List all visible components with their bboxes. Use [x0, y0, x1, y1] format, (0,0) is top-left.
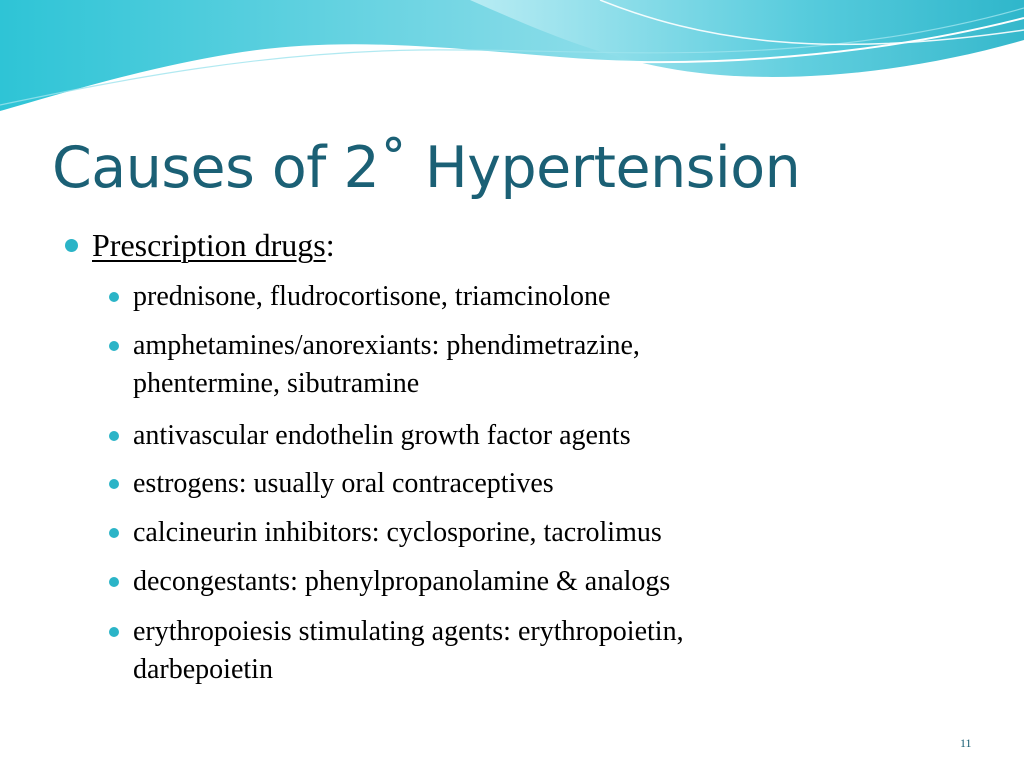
sub-bullet-item: [133, 327, 953, 403]
bullet-heading-suffix: :: [325, 227, 335, 263]
sub-bullet-item: [133, 514, 953, 552]
bullet-dot-icon: [109, 577, 119, 587]
sub-bullet-item: [133, 563, 953, 601]
sub-bullet-text: prednisone, fludrocortisone, triamcinolone: [133, 281, 611, 312]
sub-bullet-text: amphetamines/anorexiants: phendimetrazine,: [133, 330, 640, 361]
sub-bullet-text-continued: phentermine, sibutramine: [133, 368, 420, 399]
page-number: 11: [960, 736, 972, 750]
bullet-dot-icon: [109, 431, 119, 441]
bullet-dot-icon: [65, 239, 78, 252]
bullet-dot-icon: [109, 528, 119, 538]
sub-bullet-text-continued: darbepoietin: [133, 654, 273, 685]
sub-bullet-item: [133, 613, 953, 689]
sub-bullet-text: estrogens: usually oral contraceptives: [133, 468, 554, 499]
sub-bullet-text: calcineurin inhibitors: cyclosporine, tacrolimus: [133, 517, 662, 548]
sub-bullet-text: decongestants: phenylpropanolamine & analogs: [133, 566, 671, 597]
sub-bullet-text: erythropoiesis stimulating agents: erythropoietin,: [133, 616, 684, 647]
sub-bullet-item: [133, 465, 953, 503]
bullet-dot-icon: [109, 292, 119, 302]
sub-bullet-text: antivascular endothelin growth factor agents: [133, 420, 631, 451]
slide-title: Causes of 2˚ Hypertension: [52, 135, 801, 201]
bullet-dot-icon: [109, 479, 119, 489]
sub-bullet-item: [133, 417, 953, 455]
sub-bullet-item: [133, 278, 953, 316]
bullet-dot-icon: [109, 627, 119, 637]
bullet-dot-icon: [109, 341, 119, 351]
bullet-heading-label: Prescription drugs: [92, 227, 326, 263]
bullet-prescription-drugs: [92, 224, 335, 266]
